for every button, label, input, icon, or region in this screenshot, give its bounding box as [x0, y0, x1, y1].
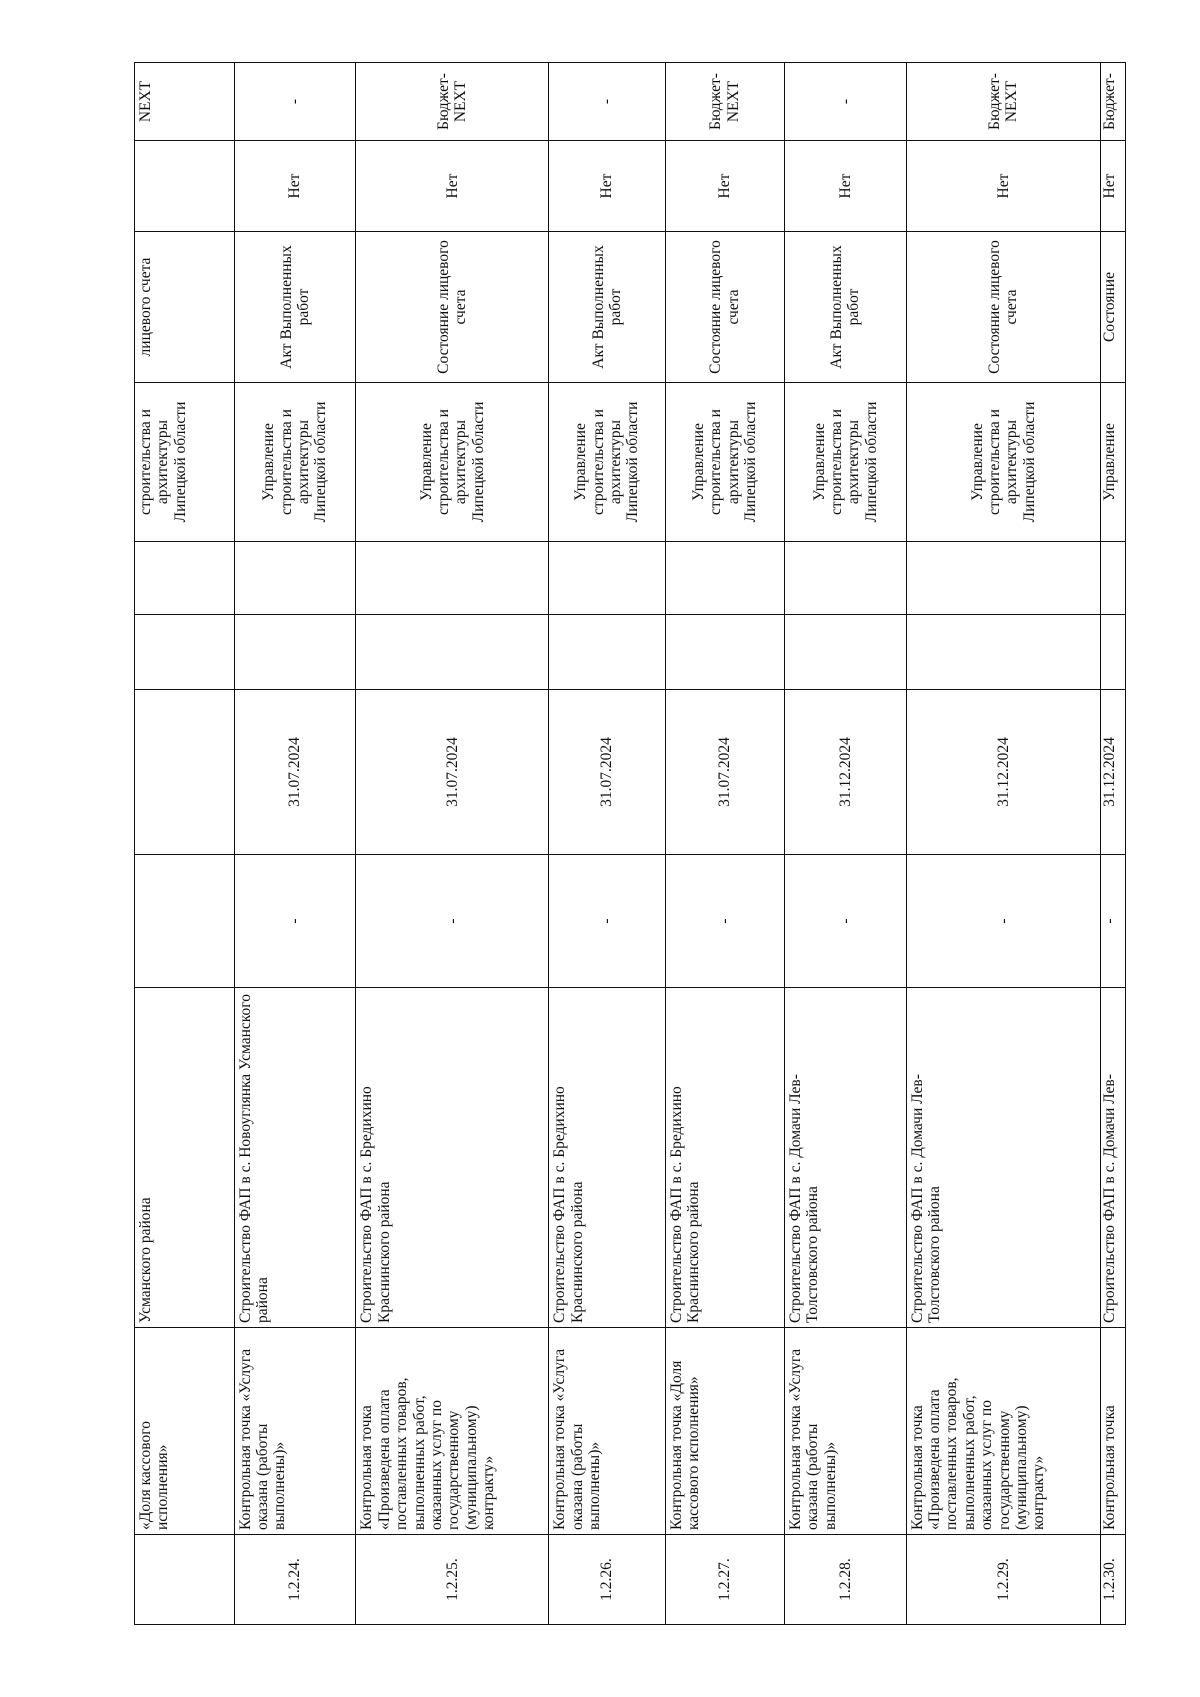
- table-row: [785, 63, 907, 1625]
- confirming-document: Акт Выполненных работ: [549, 232, 665, 383]
- empty-cell: [785, 542, 907, 615]
- object-description: Строительство ФАП в с. Домачи Лев-Толстовского района: [785, 988, 907, 1328]
- confirming-document: Состояние лицевого счета: [356, 232, 549, 383]
- row-number: [135, 1535, 235, 1625]
- flag-cell: Нет: [785, 141, 907, 232]
- flag-cell: Нет: [234, 141, 356, 232]
- flag-cell: Нет: [356, 141, 549, 232]
- empty-cell: [906, 542, 1100, 615]
- row-number: 1.2.29.: [906, 1535, 1100, 1625]
- due-date: 31.12.2024: [906, 690, 1100, 855]
- table-row: [135, 63, 235, 1625]
- control-point-name: Контрольная точка «Услуга оказана (работы выполнены)»: [549, 1328, 665, 1535]
- empty-cell: [549, 615, 665, 690]
- confirming-document: лицевого счета: [135, 232, 235, 383]
- control-point-name: Контрольная точка «Услуга оказана (работы выполнены)»: [785, 1328, 907, 1535]
- table-row: [549, 63, 665, 1625]
- info-system: Бюджет-: [1100, 63, 1125, 141]
- empty-cell: [356, 615, 549, 690]
- table-row: [234, 63, 356, 1625]
- info-system: NEXT: [135, 63, 235, 141]
- empty-cell: [549, 542, 665, 615]
- table-row: [906, 63, 1100, 1625]
- info-system: -: [234, 63, 356, 141]
- empty-cell: [1100, 615, 1125, 690]
- confirming-document: Акт Выполненных работ: [785, 232, 907, 383]
- empty-cell: [1100, 542, 1125, 615]
- responsible-body: Управление строительства и архитектуры Липецкой области: [356, 383, 549, 542]
- empty-cell: [135, 542, 235, 615]
- confirming-document: Акт Выполненных работ: [234, 232, 356, 383]
- empty-cell: [135, 615, 235, 690]
- row-number: 1.2.26.: [549, 1535, 665, 1625]
- info-system: Бюджет-NEXT: [356, 63, 549, 141]
- info-system: -: [549, 63, 665, 141]
- rotated-table-sheet: [134, 63, 1126, 1625]
- row-number: 1.2.27.: [665, 1535, 784, 1625]
- responsible-body: Управление строительства и архитектуры Липецкой области: [549, 383, 665, 542]
- row-number: 1.2.30.: [1100, 1535, 1125, 1625]
- control-point-name: Контрольная точка «Доля кассового исполнения»: [665, 1328, 784, 1535]
- dash-cell: -: [665, 855, 784, 988]
- control-points-table: [134, 62, 1126, 1625]
- info-system: Бюджет-NEXT: [665, 63, 784, 141]
- table-row: [356, 63, 549, 1625]
- object-description: Строительство ФАП в с. Домачи Лев-: [1100, 988, 1125, 1328]
- empty-cell: [234, 615, 356, 690]
- table-row: [665, 63, 784, 1625]
- object-description: Строительство ФАП в с. Бредихино Краснинского района: [356, 988, 549, 1328]
- row-number: 1.2.25.: [356, 1535, 549, 1625]
- responsible-body: Управление строительства и архитектуры Липецкой области: [665, 383, 784, 542]
- flag-cell: Нет: [906, 141, 1100, 232]
- dash-cell: -: [356, 855, 549, 988]
- dash-cell: -: [906, 855, 1100, 988]
- empty-cell: [665, 615, 784, 690]
- object-description: Строительство ФАП в с. Бредихино Краснинского района: [665, 988, 784, 1328]
- row-number: 1.2.28.: [785, 1535, 907, 1625]
- confirming-document: Состояние: [1100, 232, 1125, 383]
- flag-cell: Нет: [665, 141, 784, 232]
- control-point-name: Контрольная точка «Произведена оплата поставленных товаров, выполненных работ, оказанных услуг по государственному (муниципальному) контракту»: [906, 1328, 1100, 1535]
- object-description: Строительство ФАП в с. Новоуглянка Усманского района: [234, 988, 356, 1328]
- due-date: [135, 690, 235, 855]
- control-point-name: «Доля кассового исполнения»: [135, 1328, 235, 1535]
- responsible-body: Управление строительства и архитектуры Липецкой области: [785, 383, 907, 542]
- dash-cell: -: [1100, 855, 1125, 988]
- due-date: 31.07.2024: [356, 690, 549, 855]
- empty-cell: [665, 542, 784, 615]
- responsible-body: Управление строительства и архитектуры Липецкой области: [906, 383, 1100, 542]
- table-row: [1100, 63, 1125, 1625]
- info-system: -: [785, 63, 907, 141]
- flag-cell: Нет: [549, 141, 665, 232]
- flag-cell: [135, 141, 235, 232]
- empty-cell: [234, 542, 356, 615]
- confirming-document: Состояние лицевого счета: [665, 232, 784, 383]
- dash-cell: [135, 855, 235, 988]
- responsible-body: Управление строительства и архитектуры Липецкой области: [234, 383, 356, 542]
- due-date: 31.12.2024: [785, 690, 907, 855]
- flag-cell: Нет: [1100, 141, 1125, 232]
- empty-cell: [785, 615, 907, 690]
- info-system: Бюджет-NEXT: [906, 63, 1100, 141]
- confirming-document: Состояние лицевого счета: [906, 232, 1100, 383]
- object-description: Усманского района: [135, 988, 235, 1328]
- due-date: 31.07.2024: [665, 690, 784, 855]
- dash-cell: -: [234, 855, 356, 988]
- object-description: Строительство ФАП в с. Бредихино Краснинского района: [549, 988, 665, 1328]
- due-date: 31.07.2024: [234, 690, 356, 855]
- dash-cell: -: [549, 855, 665, 988]
- empty-cell: [356, 542, 549, 615]
- due-date: 31.12.2024: [1100, 690, 1125, 855]
- object-description: Строительство ФАП в с. Домачи Лев-Толстовского района: [906, 988, 1100, 1328]
- row-number: 1.2.24.: [234, 1535, 356, 1625]
- due-date: 31.07.2024: [549, 690, 665, 855]
- responsible-body: строительства и архитектуры Липецкой области: [135, 383, 235, 542]
- dash-cell: -: [785, 855, 907, 988]
- control-point-name: Контрольная точка «Услуга оказана (работы выполнены)»: [234, 1328, 356, 1535]
- empty-cell: [906, 615, 1100, 690]
- control-point-name: Контрольная точка «Произведена оплата поставленных товаров, выполненных работ, оказанных услуг по государственному (муниципальному) контракту»: [356, 1328, 549, 1535]
- control-point-name: Контрольная точка: [1100, 1328, 1125, 1535]
- responsible-body: Управление: [1100, 383, 1125, 542]
